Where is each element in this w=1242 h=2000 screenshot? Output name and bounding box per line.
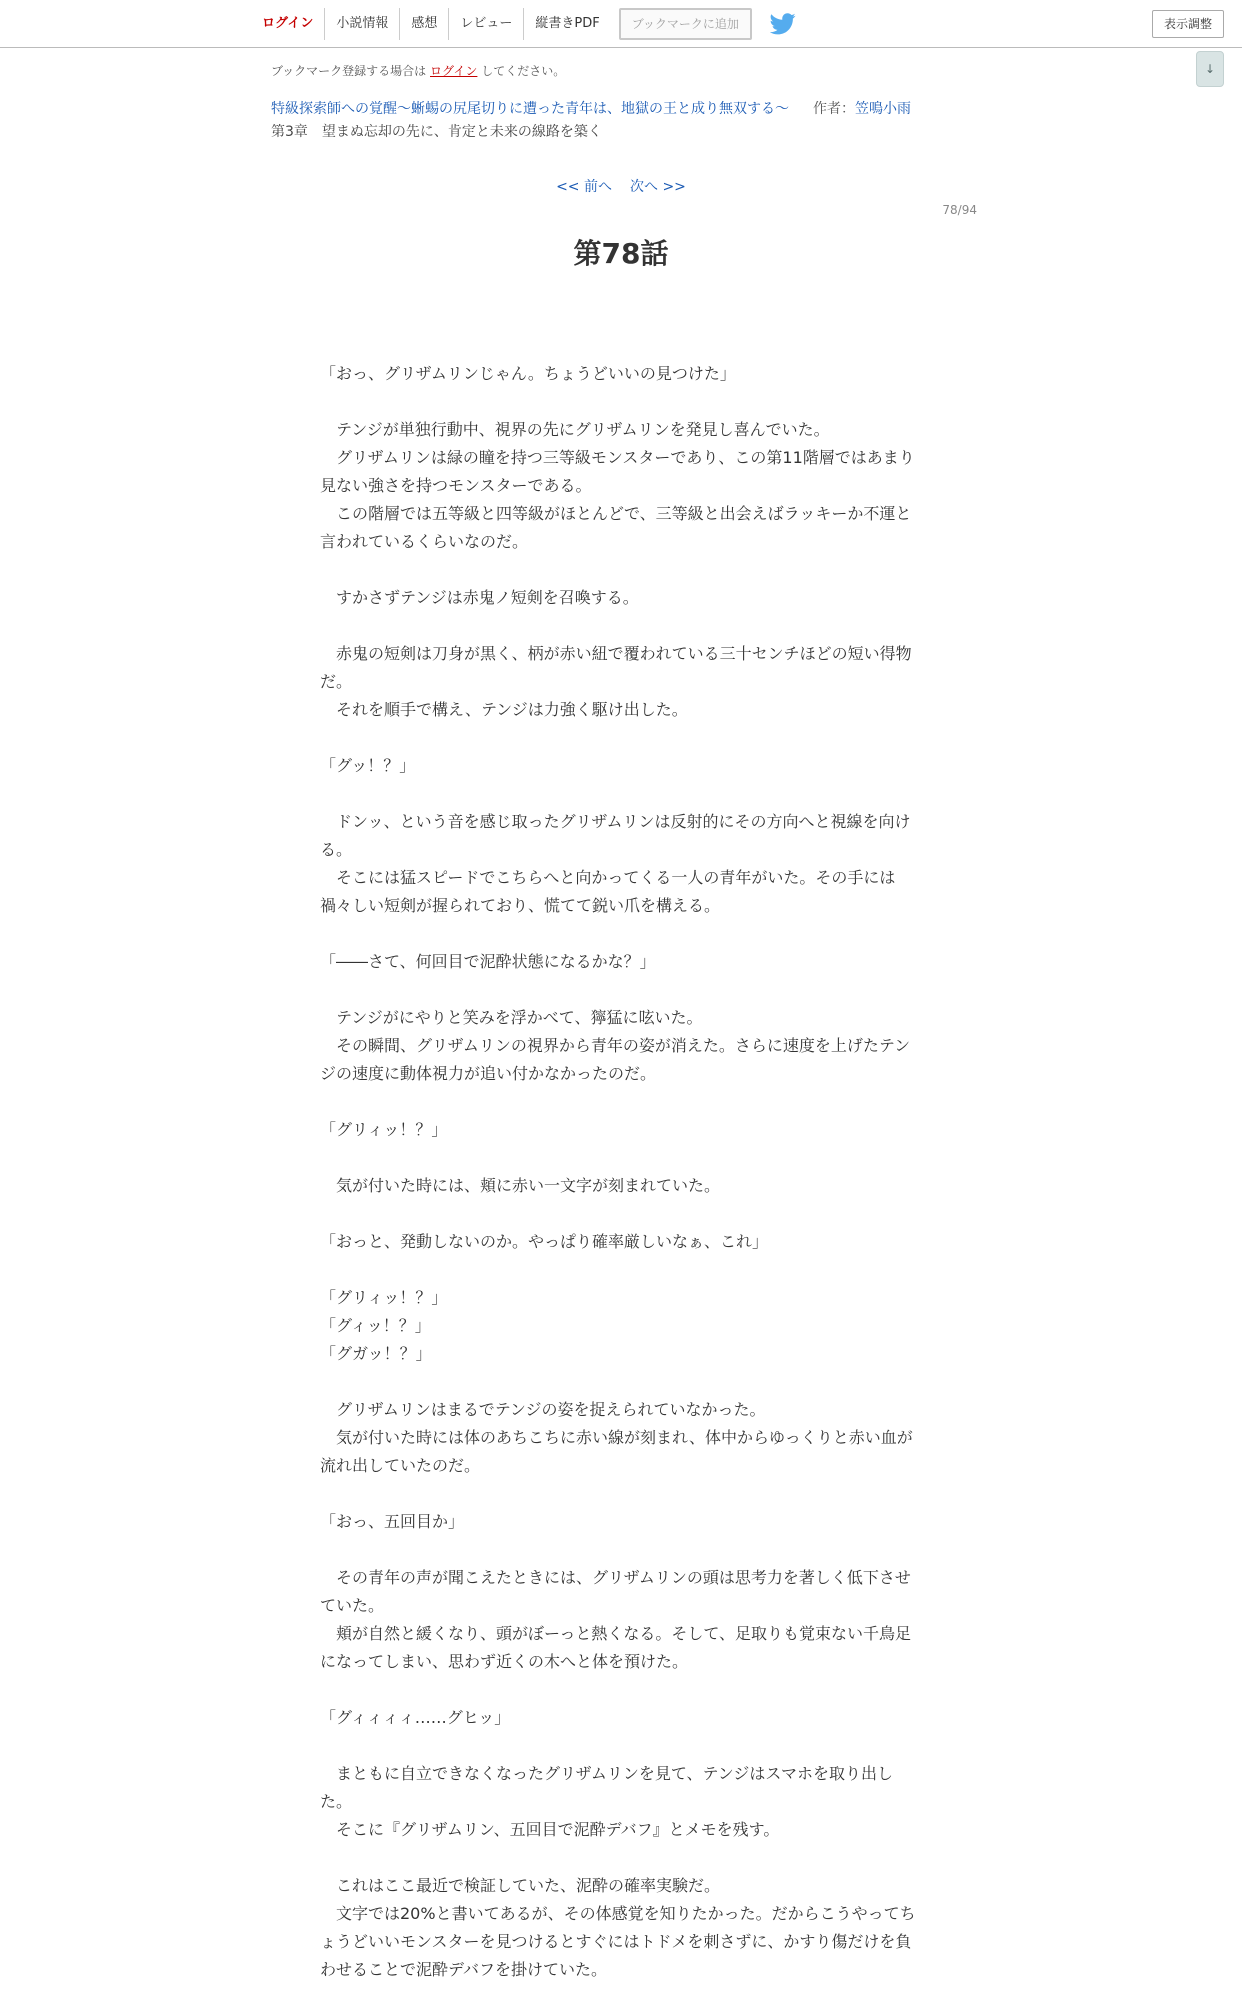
body-line: 「グィィィィ……グヒッ」 bbox=[320, 1708, 511, 1727]
body-line: ドンッ、という音を感じ取ったグリザムリンは反射的にその方向へと視線を向け bbox=[320, 812, 911, 831]
body-line: 禍々しい短剣が握られており、慌てて鋭い爪を構える。 bbox=[320, 896, 721, 915]
body-line: 「――さて、何回目で泥酔状態になるかな？」 bbox=[320, 952, 656, 971]
body-line: グリザムリンはまるでテンジの姿を捉えられていなかった。 bbox=[320, 1400, 766, 1419]
body-line: 赤鬼の短剣は刀身が黒く、柄が赤い紐で覆われている三十センチほどの短い得物 bbox=[320, 644, 912, 663]
body-line: になってしまい、思わず近くの木へと体を預けた。 bbox=[320, 1652, 689, 1671]
twitter-icon[interactable] bbox=[770, 13, 796, 35]
body-line: すかさずテンジは赤鬼ノ短剣を召喚する。 bbox=[320, 588, 639, 607]
body-line: 頬が自然と緩くなり、頭がぼーっと熱くなる。そして、足取りも覚束ない千鳥足 bbox=[320, 1624, 912, 1643]
blank-line bbox=[320, 1144, 920, 1172]
add-bookmark-button[interactable]: ブックマークに追加 bbox=[619, 8, 752, 40]
blank-line bbox=[320, 1256, 920, 1284]
bookmark-login-notice bbox=[271, 62, 565, 79]
episode-title: 第78話 bbox=[573, 237, 669, 270]
episode-pager bbox=[0, 176, 1242, 196]
body-line: そこには猛スピードでこちらへと向かってくる一人の青年がいた。その手には bbox=[320, 868, 896, 887]
prev-episode-link[interactable]: << 前へ bbox=[556, 179, 612, 195]
body-line: 「おっと、発動しないのか。やっぱり確率厳しいなぁ、これ」 bbox=[320, 1232, 769, 1251]
episode-count: 78/94 bbox=[942, 203, 977, 217]
blank-line bbox=[320, 920, 920, 948]
body-line: 「グッ！？」 bbox=[320, 756, 416, 775]
body-line: 「グリィッ！？」 bbox=[320, 1288, 448, 1307]
chapter-title: 第3章 望まぬ忘却の先に、肯定と未来の線路を築く bbox=[271, 124, 602, 140]
blank-line bbox=[320, 1844, 920, 1872]
nav-review[interactable]: レビュー bbox=[449, 8, 524, 40]
body-line: テンジがにやりと笑みを浮かべて、獰猛に呟いた。 bbox=[320, 1008, 703, 1027]
blank-line bbox=[320, 1676, 920, 1704]
blank-line bbox=[320, 1368, 920, 1396]
body-line: グリザムリンは緑の瞳を持つ三等級モンスターであり、この第11階層ではあまり bbox=[320, 448, 915, 467]
blank-line bbox=[320, 388, 920, 416]
blank-line bbox=[320, 1536, 920, 1564]
blank-line bbox=[320, 612, 920, 640]
novel-info-line bbox=[271, 98, 911, 118]
body-line: 「おっ、五回目か」 bbox=[320, 1512, 465, 1531]
notice-prefix: ブックマーク登録する場合は bbox=[271, 64, 427, 78]
author-link[interactable]: 笠鳴小雨 bbox=[855, 101, 911, 117]
body-line: ていた。 bbox=[320, 1596, 385, 1615]
body-line: 流れ出していたのだ。 bbox=[320, 1456, 481, 1475]
novel-body bbox=[320, 360, 920, 1984]
body-line: 気が付いた時には体のあちこちに赤い線が刻まれ、体中からゆっくりと赤い血が bbox=[320, 1428, 913, 1447]
novel-title-link[interactable]: 特級探索師への覚醒～蜥蜴の尻尾切りに遭った青年は、地獄の王と成り無双する～ bbox=[271, 101, 789, 117]
body-line: まともに自立できなくなったグリザムリンを見て、テンジはスマホを取り出し bbox=[320, 1764, 894, 1783]
body-line: 見ない強さを持つモンスターである。 bbox=[320, 476, 592, 495]
body-line: 言われているくらいなのだ。 bbox=[320, 532, 529, 551]
nav-impressions[interactable]: 感想 bbox=[400, 8, 449, 40]
author-label: 作者： bbox=[813, 101, 855, 117]
nav-login[interactable]: ログイン bbox=[252, 8, 325, 40]
scroll-down-button[interactable]: ↓ bbox=[1196, 51, 1224, 87]
body-line: 「グガッ！？」 bbox=[320, 1344, 432, 1363]
blank-line bbox=[320, 780, 920, 808]
body-line: ジの速度に動体視力が追い付かなかったのだ。 bbox=[320, 1064, 657, 1083]
nav-novel-info[interactable]: 小説情報 bbox=[325, 8, 400, 40]
next-episode-link[interactable]: 次へ >> bbox=[630, 179, 686, 195]
body-line: 「おっ、グリザムリンじゃん。ちょうどいいの見つけた」 bbox=[320, 364, 736, 383]
display-settings-button[interactable]: 表示調整 bbox=[1152, 10, 1224, 38]
body-line: その瞬間、グリザムリンの視界から青年の姿が消えた。さらに速度を上げたテン bbox=[320, 1036, 911, 1055]
body-line: る。 bbox=[320, 840, 353, 859]
body-line: 「グリィッ！？」 bbox=[320, 1120, 448, 1139]
body-line: テンジが単独行動中、視界の先にグリザムリンを発見し喜んでいた。 bbox=[320, 420, 830, 439]
header-nav bbox=[252, 8, 796, 40]
blank-line bbox=[320, 1200, 920, 1228]
blank-line bbox=[320, 556, 920, 584]
notice-suffix: してください。 bbox=[481, 64, 566, 78]
body-line: ょうどいいモンスターを見つけるとすぐにはトドメを刺さずに、かすり傷だけを負 bbox=[320, 1932, 912, 1951]
body-line: 気が付いた時には、頬に赤い一文字が刻まれていた。 bbox=[320, 1176, 721, 1195]
blank-line bbox=[320, 1088, 920, 1116]
body-line: これはここ最近で検証していた、泥酔の確率実験だ。 bbox=[320, 1876, 721, 1895]
notice-login-link[interactable]: ログイン bbox=[430, 64, 478, 78]
body-line: わせることで泥酔デバフを掛けていた。 bbox=[320, 1960, 608, 1979]
body-line: 文字では20%と書いてあるが、その体感覚を知りたかった。だからこうやってち bbox=[320, 1904, 916, 1923]
body-line: 「グィッ！？」 bbox=[320, 1316, 431, 1335]
body-line: た。 bbox=[320, 1792, 353, 1811]
body-line: この階層では五等級と四等級がほとんどで、三等級と出会えばラッキーか不運と bbox=[320, 504, 912, 523]
blank-line bbox=[320, 1732, 920, 1760]
blank-line bbox=[320, 1480, 920, 1508]
body-line: そこに『グリザムリン、五回目で泥酔デバフ』とメモを残す。 bbox=[320, 1820, 780, 1839]
body-line: だ。 bbox=[320, 672, 353, 691]
body-line: その青年の声が聞こえたときには、グリザムリンの頭は思考力を著しく低下させ bbox=[320, 1568, 911, 1587]
body-line: それを順手で構え、テンジは力強く駆け出した。 bbox=[320, 700, 688, 719]
nav-vertical-pdf[interactable]: 縦書きPDF bbox=[535, 16, 600, 31]
blank-line bbox=[320, 976, 920, 1004]
blank-line bbox=[320, 724, 920, 752]
top-header bbox=[0, 0, 1242, 48]
